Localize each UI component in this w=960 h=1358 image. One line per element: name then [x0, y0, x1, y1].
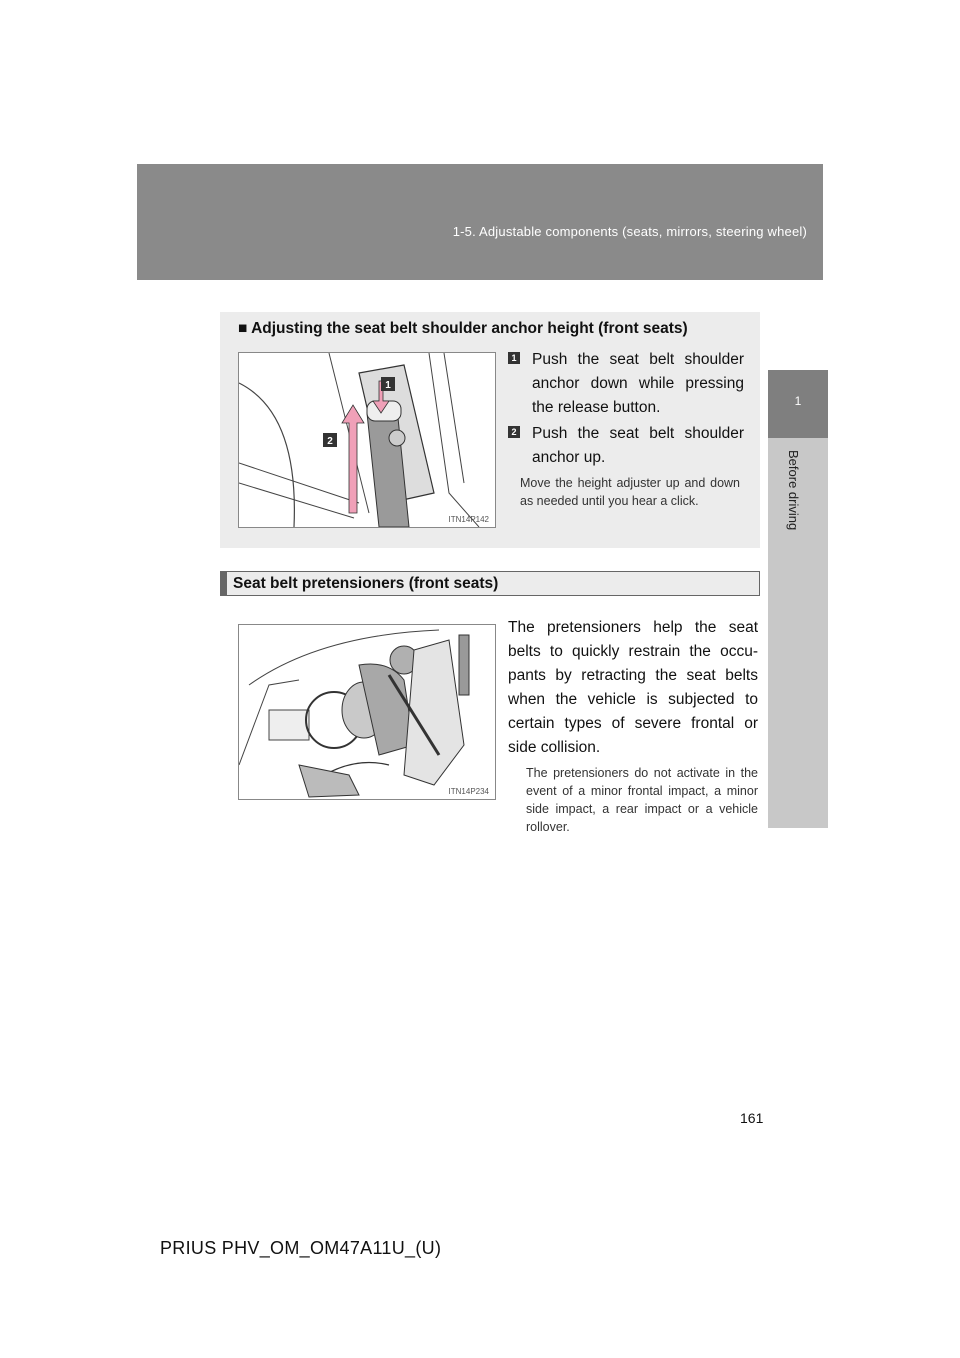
chapter-label: Before driving [786, 450, 801, 531]
section-heading-bar [220, 571, 760, 596]
svg-text:2: 2 [327, 436, 333, 447]
figure-code: ITN14P234 [448, 787, 489, 796]
adjust-note: Move the height adjuster up and down as needed until you hear a click. [520, 476, 740, 508]
pretensioner-illustration [238, 624, 496, 800]
pretensioner-drawing [239, 625, 495, 799]
svg-text:1: 1 [385, 380, 391, 391]
chapter-number: 1 [794, 394, 802, 408]
footer-code: PRIUS PHV_OM_OM47A11U_(U) [160, 1238, 442, 1258]
step-badge: 2 [508, 426, 520, 438]
chapter-tab [768, 370, 828, 438]
step-2 [508, 422, 744, 470]
shoulder-anchor-drawing [239, 353, 495, 527]
page-number: 161 [740, 1110, 764, 1126]
figure-code: ITN14P142 [448, 515, 489, 524]
step-badge: 1 [508, 352, 520, 364]
shoulder-anchor-info-box [220, 312, 760, 548]
pretensioner-paragraph: The pretensioners help the seat belts to quickly restrain the occu-pants by retracting the seat belts when the vehicle is subjected to certain types of severe frontal or side collision. [508, 619, 758, 756]
step-text: Push the seat belt shoulder anchor down while pressing the release button. [532, 351, 744, 416]
section-title: Seat belt pretensioners (front seats) [233, 575, 499, 592]
step-1 [508, 348, 744, 420]
step-text: Push the seat belt shoulder anchor up. [532, 425, 744, 466]
pretensioner-note: The pretensioners do not activate in the event of a minor frontal impact, a minor side impact, a rear impact or a vehicle rollover. [526, 766, 758, 834]
chapter-label-tab [768, 438, 828, 828]
shoulder-anchor-illustration [238, 352, 496, 528]
section-accent [221, 572, 227, 595]
box-heading: ■ Adjusting the seat belt shoulder anchor height (front seats) [238, 320, 688, 337]
header-band [137, 164, 823, 280]
header-title: 1-5. Adjustable components (seats, mirrors, steering wheel) [452, 224, 807, 239]
